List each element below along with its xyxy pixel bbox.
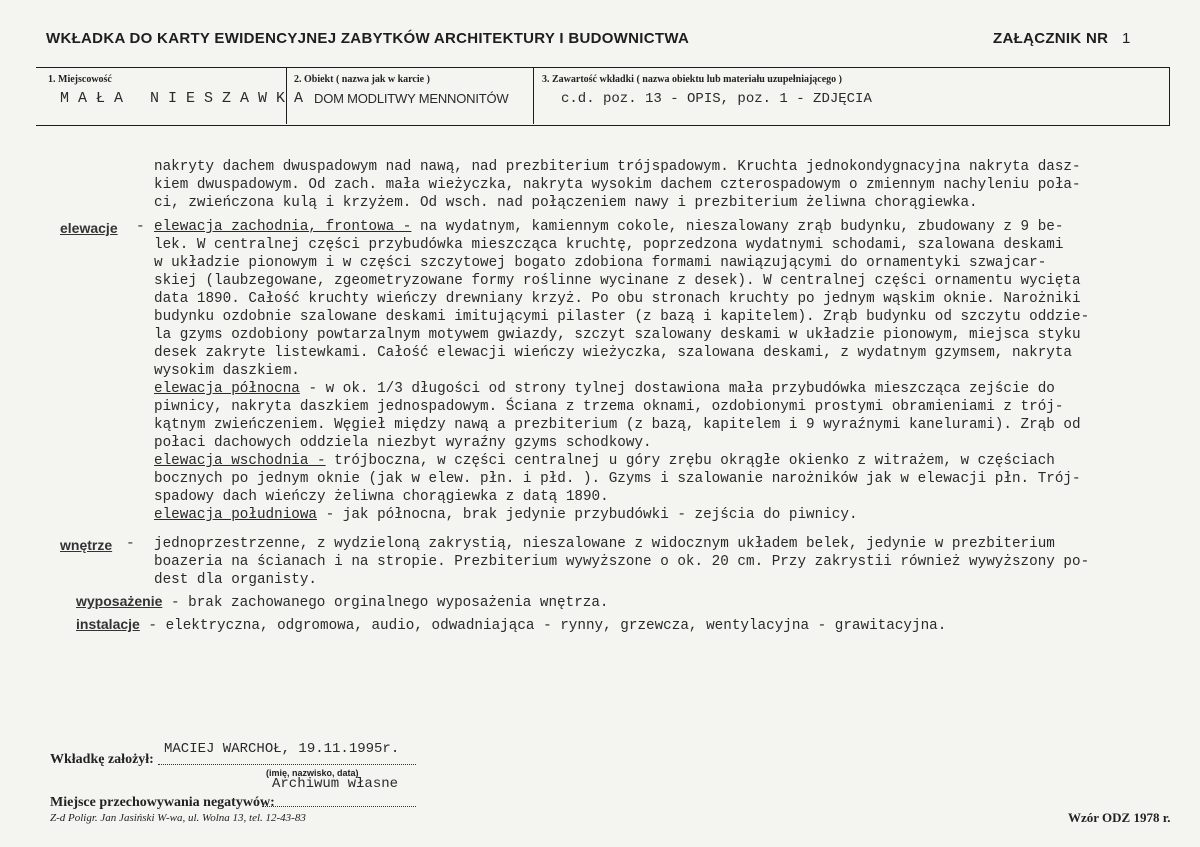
east-line: spadowy dach wieńczy żeliwna chorągiewka z datą 1890. <box>154 489 609 505</box>
west-first-line <box>154 219 1063 235</box>
annex-label: ZAŁĄCZNIK NR <box>993 30 1109 47</box>
form-code: Wzór ODZ 1978 r. <box>1068 810 1171 825</box>
storage-dotted-line <box>262 806 416 807</box>
intro-line: ci, zwieńczona kulą i krzyżem. Od wsch. nad połączeniem nawy i prezbiterium żeliwna chorągiewka. <box>154 195 978 211</box>
south-text: - jak północna, brak jedynie przybudówki - zejścia do piwnicy. <box>317 507 858 523</box>
north-line: piwnicy, nakryta daszkiem jednospadowym. Ściana z trzema oknami, ozdobionymi prostymi obramieniami z trój- <box>154 399 1064 415</box>
place-label: 1. Miejscowość <box>48 74 112 85</box>
instalacje-row <box>60 598 946 652</box>
instalacje-text: - elektryczna, odgromowa, audio, odwadniająca - rynny, grzewcza, wentylacyjna - grawitacyjna. <box>139 618 947 634</box>
founder-value: MACIEJ WARCHOŁ, 19.11.1995r. <box>164 741 400 757</box>
field-divider-2 <box>533 67 534 124</box>
wnetrze-line: dest dla organisty. <box>154 572 318 588</box>
founder-label: Wkładkę założył: <box>50 752 154 767</box>
north-line: połaci dachowych oddziela niezbyt wyraźny gzyms schodkowy. <box>154 435 652 451</box>
label-dash: - <box>136 219 145 235</box>
north-first-line <box>154 381 1055 397</box>
label-dash: - <box>126 536 135 552</box>
intro-line: nakryty dachem dwuspadowym nad nawą, nad prezbiterium trójspadowym. Kruchta jednokondygnacyjna nakryta dasz- <box>154 159 1081 175</box>
west-line: data 1890. Całość kruchty wieńczy drewniany krzyż. Po obu stronach kruchty po jednym wąskim oknie. Narożniki <box>154 291 1081 307</box>
west-line: la gzyms ozdobiony powtarzalnym motywem gwiazdy, szczyt szalowany deskami w układzie pionowym, miejsca styku <box>154 327 1081 343</box>
object-label: 2. Obiekt ( nazwa jak w karcie ) <box>294 74 430 85</box>
south-line <box>154 507 858 523</box>
content-label: 3. Zawartość wkładki ( nazwa obiektu lub materiału uzupełniającego ) <box>542 74 843 85</box>
west-heading: elewacja zachodnia, frontowa - <box>154 219 412 235</box>
annex-number: 1 <box>1122 30 1131 47</box>
intro-line: kiem dwuspadowym. Od zach. mała wieżyczka, nakryta wysokim dachem czterospadowym o zmiennym nachyleniu poła- <box>154 177 1081 193</box>
storage-label: Miejsce przechowywania negatywów: <box>50 795 275 810</box>
wnetrze-label: wnętrze <box>60 537 113 553</box>
elewacje-label: elewacje <box>60 220 118 236</box>
north-line: kątnym zwieńczeniem. Węgieł między nawą a prezbiterium (z bazą, kapitelem i 9 wyraźnymi kanelurami). Zrąb od <box>154 417 1081 433</box>
west-line: desek zakryte listewkami. Całość elewacji wieńczy wieżyczka, szalowana deskami, z wydatnym gzymsem, nakryta <box>154 345 1073 361</box>
west-line: lek. W centralnej części przybudówka mieszcząca kruchtę, poprzedzona wydatnymi schodami, szalowana deskami <box>154 237 1064 253</box>
north-first-text: - w ok. 1/3 długości od strony tylnej dostawiona mała przybudówka mieszcząca zejście do <box>299 381 1055 397</box>
wnetrze-line: boazeria na ścianach i na stropie. Prezbiterium wywyższone o ok. 20 cm. Przy zakrystii również wywyższony po- <box>154 554 1090 570</box>
north-heading: elewacja północna <box>154 381 300 397</box>
storage-value: Archiwum własne <box>272 776 399 792</box>
printer-info: Z-d Poligr. Jan Jasiński W-wa, ul. Wolna 13, tel. 12-43-83 <box>50 812 306 824</box>
content-value: c.d. poz. 13 - OPIS, poz. 1 - ZDJĘCIA <box>561 91 872 107</box>
west-line: wysokim daszkiem. <box>154 363 300 379</box>
west-first-text: na wydatnym, kamiennym cokole, nieszalowany zrąb budynku, zbudowany z 9 be- <box>411 219 1064 235</box>
west-line: budynku ozdobnie szalowane deskami imitującymi pilaster (z bazą i kapitelem). Zrąb budynku od szczytu oddzie- <box>154 309 1090 325</box>
west-line: w układzie pionowym i w części szczytowej bogato zdobiona formami nawiązującymi do ornamentyki szwajcar- <box>154 255 1047 271</box>
wyposazenie-label: wyposażenie <box>76 593 163 609</box>
east-line: bocznych po jednym oknie (jak w elew. płn. i płd. ). Gzyms i szalowanie narożników jak w elewacji płn. Trój- <box>154 471 1081 487</box>
east-heading: elewacja wschodnia - <box>154 453 326 469</box>
wnetrze-line: jednoprzestrzenne, z wydzieloną zakrystią, nieszalowane z widocznym układem belek, jedynie w prezbiterium <box>154 536 1055 552</box>
east-first-text: trójboczna, w części centralnej u góry zrębu okrągłe okienko z witrażem, w częściach <box>325 453 1055 469</box>
place-value: M A Ł A N I E S Z A W K A <box>60 90 304 107</box>
west-line: skiej (laubzegowane, zgeometryzowane formy roślinne wycinane z desek). W centralnej części ornamentu wycięta <box>154 273 1081 289</box>
founder-dotted-line <box>158 764 416 765</box>
form-title: WKŁADKA DO KARTY EWIDENCYJNEJ ZABYTKÓW ARCHITEKTURY I BUDOWNICTWA <box>46 30 690 47</box>
founder-hint: (imię, nazwisko, data) <box>266 768 359 778</box>
east-first-line <box>154 453 1055 469</box>
instalacje-label: instalacje <box>76 616 140 632</box>
object-value: DOM MODLITWY MENNONITÓW <box>314 91 509 106</box>
south-heading: elewacja południowa <box>154 507 318 523</box>
wyposazenie-text: - brak zachowanego orginalnego wyposażenia wnętrza. <box>162 595 609 611</box>
